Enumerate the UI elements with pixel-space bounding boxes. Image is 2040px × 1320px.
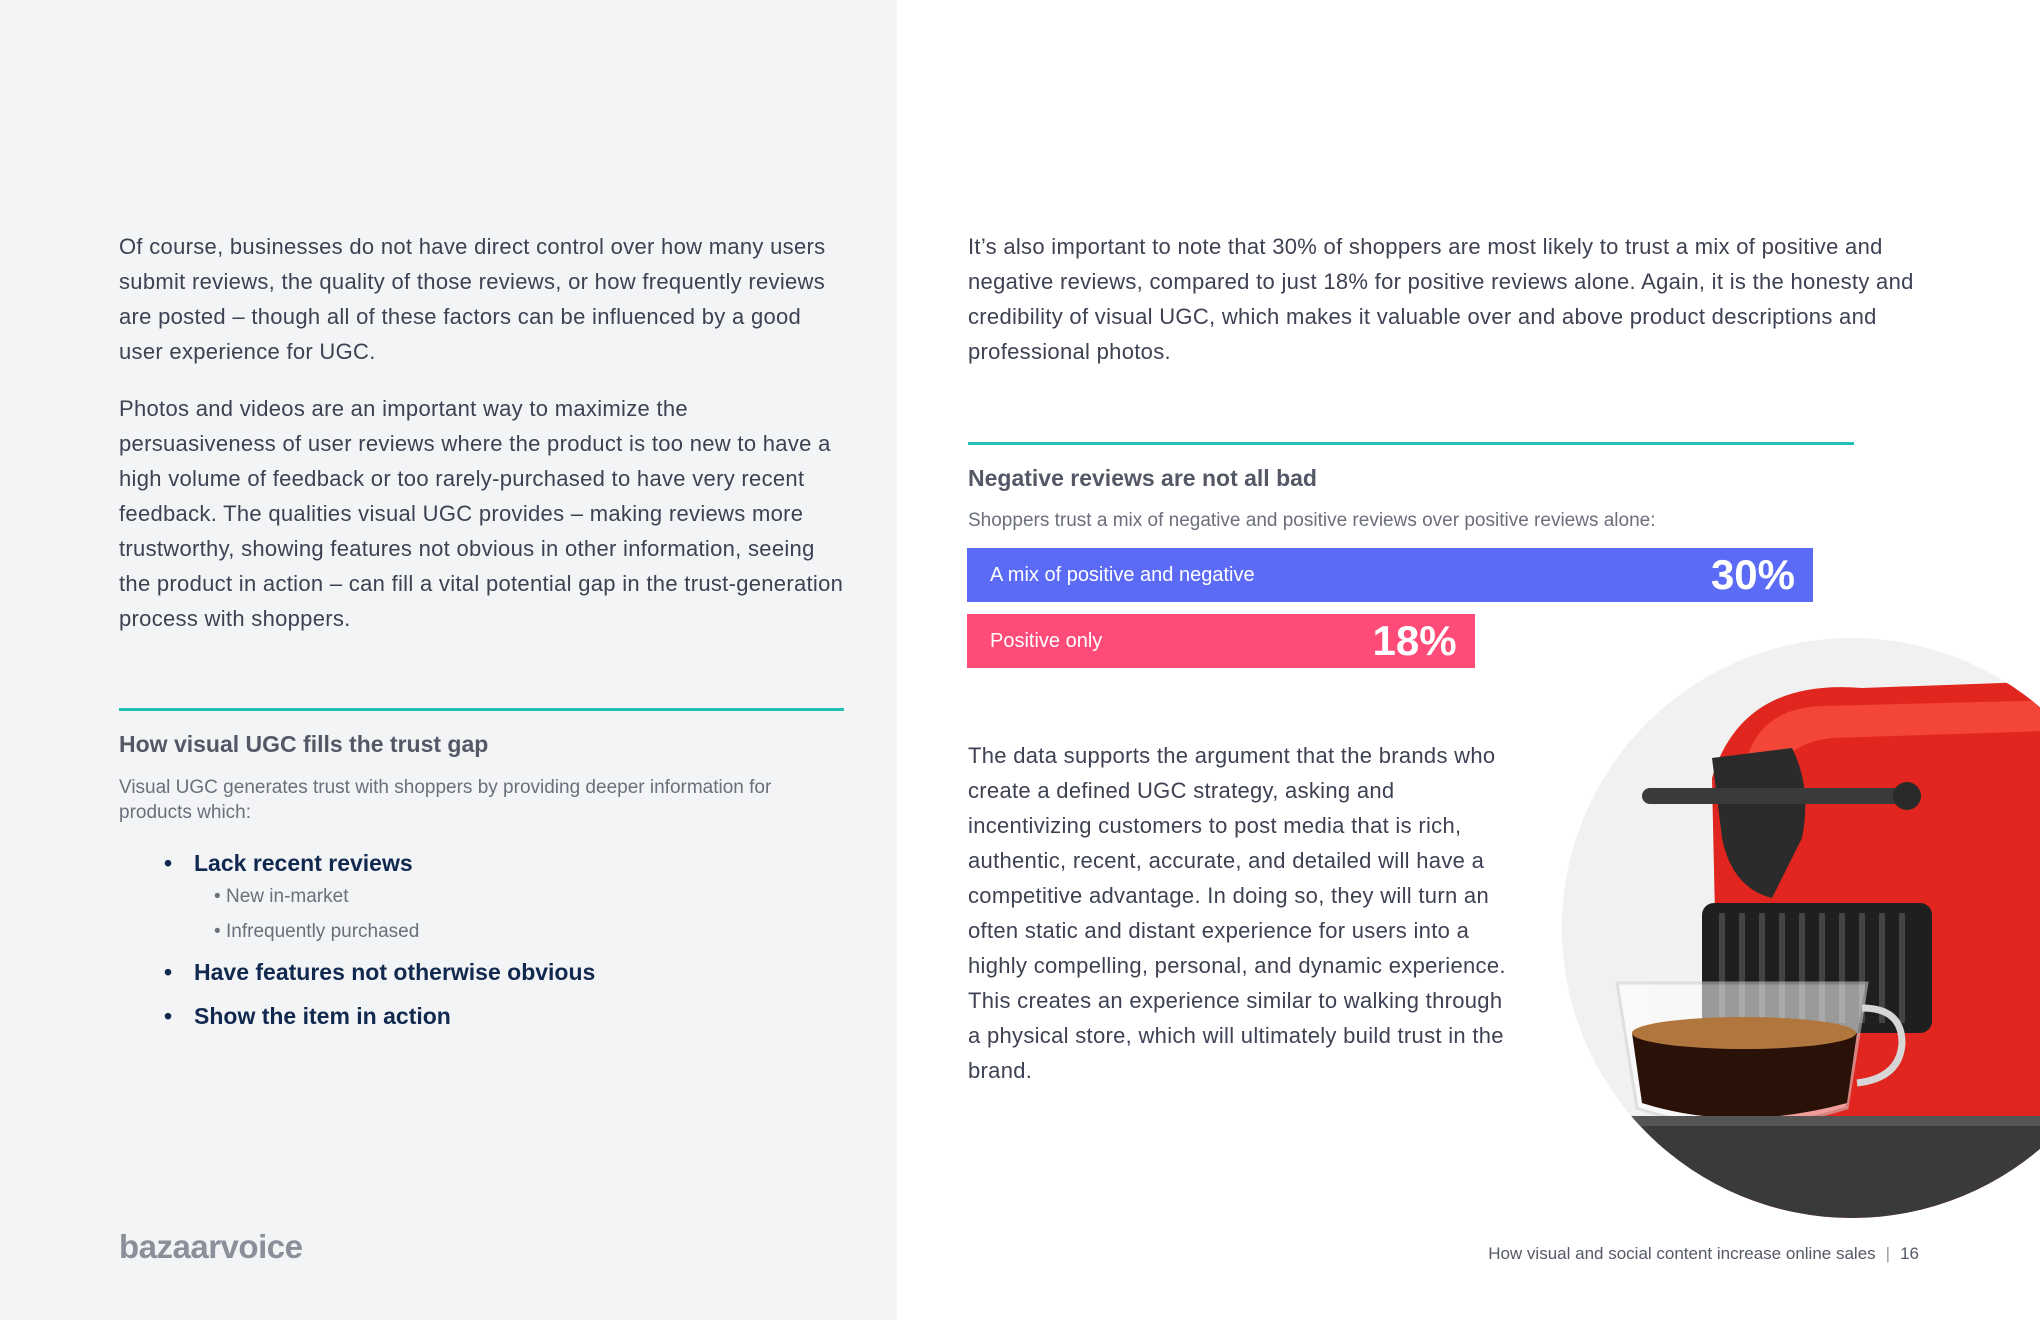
footer-title: How visual and social content increase online sales — [1488, 1244, 1876, 1263]
chart-title: Negative reviews are not all bad — [968, 465, 1317, 491]
bar-label: A mix of positive and negative — [990, 564, 1255, 586]
coffee-machine-illustration — [1562, 638, 2040, 1218]
bar-value: 18% — [1372, 617, 1457, 664]
conclusion-paragraph: The data supports the argument that the brands who create a defined UGC strategy, asking and incentivizing customers to post media that is rich, authentic, recent, accurate, and detailed will have a competitive advantage. In doing so, they will turn an often static and distant experience for users into a highly compelling, personal, and dynamic experience. This creates an experience similar to walking through a physical store, which will ultimately build trust in the brand. — [968, 743, 1506, 1083]
chart-subtitle: Shoppers trust a mix of negative and positive reviews over positive reviews alone: — [968, 510, 1656, 531]
bar-value: 30% — [1710, 551, 1795, 598]
trust-mix-paragraph: It’s also important to note that 30% of shoppers are most likely to trust a mix of positive and negative reviews, compared to just 18% for positive reviews alone. Again, it is the honesty and credibility of visual UGC, which makes it valuable over and above product descriptions and professional photos. — [968, 234, 1914, 364]
section-subtitle: Visual UGC generates trust with shoppers by providing deeper information for products which: — [119, 777, 772, 823]
section-divider — [119, 708, 844, 711]
sub-list-item: • Infrequently purchased — [164, 917, 595, 957]
list-item: • Lack recent reviews — [164, 848, 595, 882]
footer-separator: | — [1885, 1244, 1891, 1263]
page-number: 16 — [1900, 1244, 1919, 1263]
list-item: • Have features not otherwise obvious — [164, 957, 595, 1001]
bar-label: Positive only — [990, 630, 1103, 652]
chart-divider — [968, 442, 1854, 445]
bar-mixed-reviews — [967, 548, 1813, 602]
trust-gap-list — [164, 848, 595, 1035]
bar-positive-only — [967, 614, 1475, 668]
visual-ugc-paragraph: Photos and videos are an important way to maximize the persuasiveness of user reviews where the product is too new to have a high volume of feedback or too rarely-purchased to have very recent feedback. The qualities visual UGC provides – making reviews more trustworthy, showing features not obvious in other information, seeing the product in action – can fill a vital potential gap in the trust-generation process with shoppers. — [119, 396, 844, 631]
section-title: How visual UGC fills the trust gap — [119, 731, 489, 757]
trust-bar-chart — [967, 548, 1847, 670]
coffee-machine-photo — [1562, 638, 2040, 1218]
bazaarvoice-logo: bazaarvoice — [119, 1228, 303, 1265]
intro-paragraph: Of course, businesses do not have direct control over how many users submit reviews, the quality of those reviews, or how frequently reviews are posted – though all of these factors can be influenced by a good user experience for UGC. — [119, 234, 826, 364]
list-item: • Show the item in action — [164, 1001, 595, 1035]
sub-list-item: • New in-market — [164, 882, 595, 917]
left-panel — [0, 0, 897, 1320]
page-footer — [1488, 1244, 1919, 1264]
